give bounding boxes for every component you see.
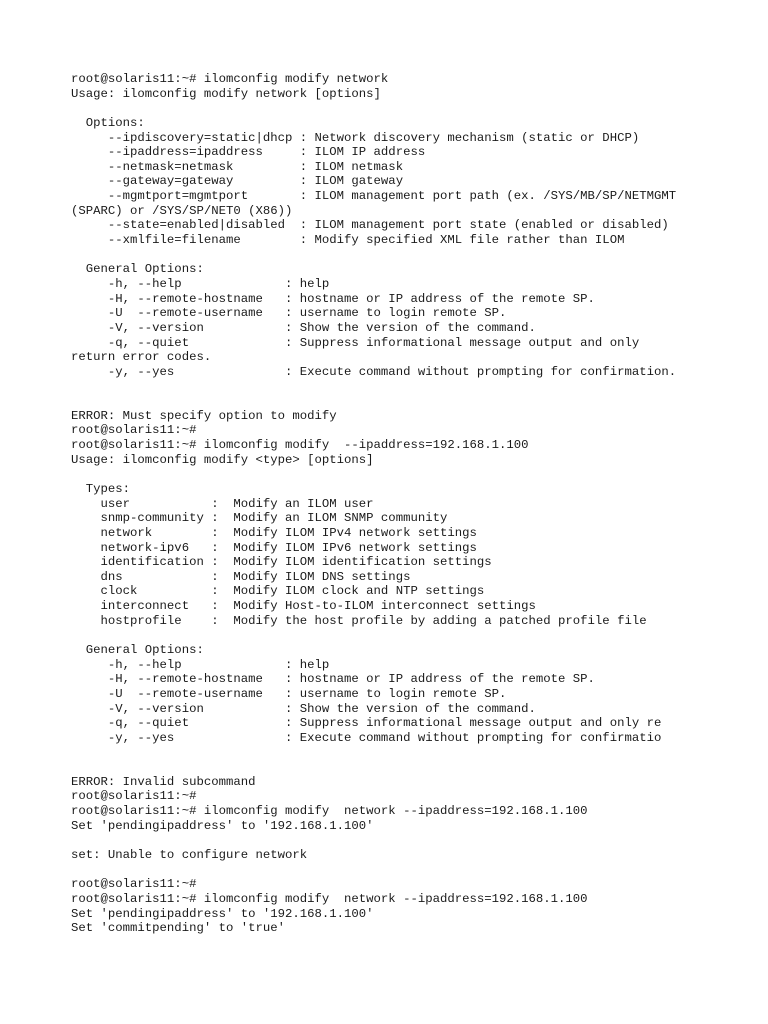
transcript-line: --gateway=gateway : ILOM gateway	[71, 174, 404, 189]
transcript-line: snmp-community : Modify an ILOM SNMP community	[71, 511, 448, 526]
transcript-line: -H, --remote-hostname : hostname or IP address of the remote SP.	[71, 672, 595, 687]
transcript-line: --netmask=netmask : ILOM netmask	[71, 159, 404, 174]
transcript-line: identification : Modify ILOM identification settings	[71, 555, 492, 570]
transcript-line: network-ipv6 : Modify ILOM IPv6 network settings	[71, 540, 477, 555]
blank-line	[71, 863, 761, 878]
transcript-line: --xmlfile=filename : Modify specified XML file rather than ILOM	[71, 233, 625, 248]
transcript-line: General Options:	[71, 262, 204, 277]
transcript-line: -V, --version : Show the version of the command.	[71, 320, 536, 335]
blank-line	[71, 394, 761, 409]
transcript-line: -q, --quiet : Suppress informational message output and only	[71, 335, 640, 350]
transcript-line: --mgmtport=mgmtport : ILOM management port path (ex. /SYS/MB/SP/NETMGMT	[71, 189, 677, 204]
command-prompt-line: root@solaris11:~#	[71, 789, 197, 804]
transcript-line: -y, --yes : Execute command without prompting for confirmatio	[71, 730, 662, 745]
blank-line	[71, 745, 761, 760]
blank-line	[71, 760, 761, 775]
blank-line	[71, 101, 761, 116]
transcript-line: dns : Modify ILOM DNS settings	[71, 569, 411, 584]
transcript-line: (SPARC) or /SYS/SP/NET0 (X86))	[71, 203, 293, 218]
error-line: ERROR: Invalid subcommand	[71, 774, 256, 789]
command-prompt-line: root@solaris11:~# ilomconfig modify network --ipaddress=192.168.1.100	[71, 891, 588, 906]
blank-line	[71, 628, 761, 643]
transcript-line: user : Modify an ILOM user	[71, 496, 374, 511]
blank-line	[71, 467, 761, 482]
transcript-line: --ipaddress=ipaddress : ILOM IP address	[71, 145, 426, 160]
transcript-line: clock : Modify ILOM clock and NTP settings	[71, 584, 485, 599]
transcript-line: -H, --remote-hostname : hostname or IP address of the remote SP.	[71, 291, 595, 306]
transcript-line: set: Unable to configure network	[71, 847, 308, 862]
transcript-line: Set 'pendingipaddress' to '192.168.1.100'	[71, 906, 374, 921]
transcript-line: Types:	[71, 481, 131, 496]
transcript-line: hostprofile : Modify the host profile by adding a patched profile file	[71, 613, 647, 628]
transcript-line: -U --remote-username : username to login remote SP.	[71, 306, 507, 321]
transcript-line: --state=enabled|disabled : ILOM management port state (enabled or disabled)	[71, 218, 669, 233]
command-prompt-line: root@solaris11:~# ilomconfig modify network --ipaddress=192.168.1.100	[71, 804, 588, 819]
blank-line	[71, 248, 761, 263]
command-prompt-line: root@solaris11:~#	[71, 877, 197, 892]
terminal-transcript	[71, 72, 761, 936]
command-prompt-line: root@solaris11:~# ilomconfig modify network	[71, 72, 389, 86]
transcript-line: General Options:	[71, 642, 204, 657]
transcript-line: -h, --help : help	[71, 657, 330, 672]
transcript-line: Options:	[71, 115, 145, 130]
transcript-line: Set 'commitpending' to 'true'	[71, 921, 286, 936]
command-prompt-line: root@solaris11:~#	[71, 423, 197, 438]
error-line: ERROR: Must specify option to modify	[71, 408, 337, 423]
transcript-line: --ipdiscovery=static|dhcp : Network discovery mechanism (static or DHCP)	[71, 130, 640, 145]
blank-line	[71, 833, 761, 848]
transcript-line: Set 'pendingipaddress' to '192.168.1.100'	[71, 818, 374, 833]
transcript-line: -y, --yes : Execute command without prompting for confirmation.	[71, 364, 677, 379]
transcript-line: -q, --quiet : Suppress informational message output and only re	[71, 716, 662, 731]
transcript-line: network : Modify ILOM IPv4 network settings	[71, 525, 477, 540]
transcript-line: Usage: ilomconfig modify network [options]	[71, 86, 381, 101]
transcript-line: return error codes.	[71, 350, 212, 365]
transcript-line: -V, --version : Show the version of the command.	[71, 701, 536, 716]
transcript-line: Usage: ilomconfig modify <type> [options]	[71, 452, 374, 467]
transcript-line: interconnect : Modify Host-to-ILOM interconnect settings	[71, 599, 536, 614]
transcript-line: -U --remote-username : username to login remote SP.	[71, 686, 507, 701]
command-prompt-line: root@solaris11:~# ilomconfig modify --ipaddress=192.168.1.100	[71, 438, 529, 453]
transcript-line: -h, --help : help	[71, 276, 330, 291]
blank-line	[71, 379, 761, 394]
